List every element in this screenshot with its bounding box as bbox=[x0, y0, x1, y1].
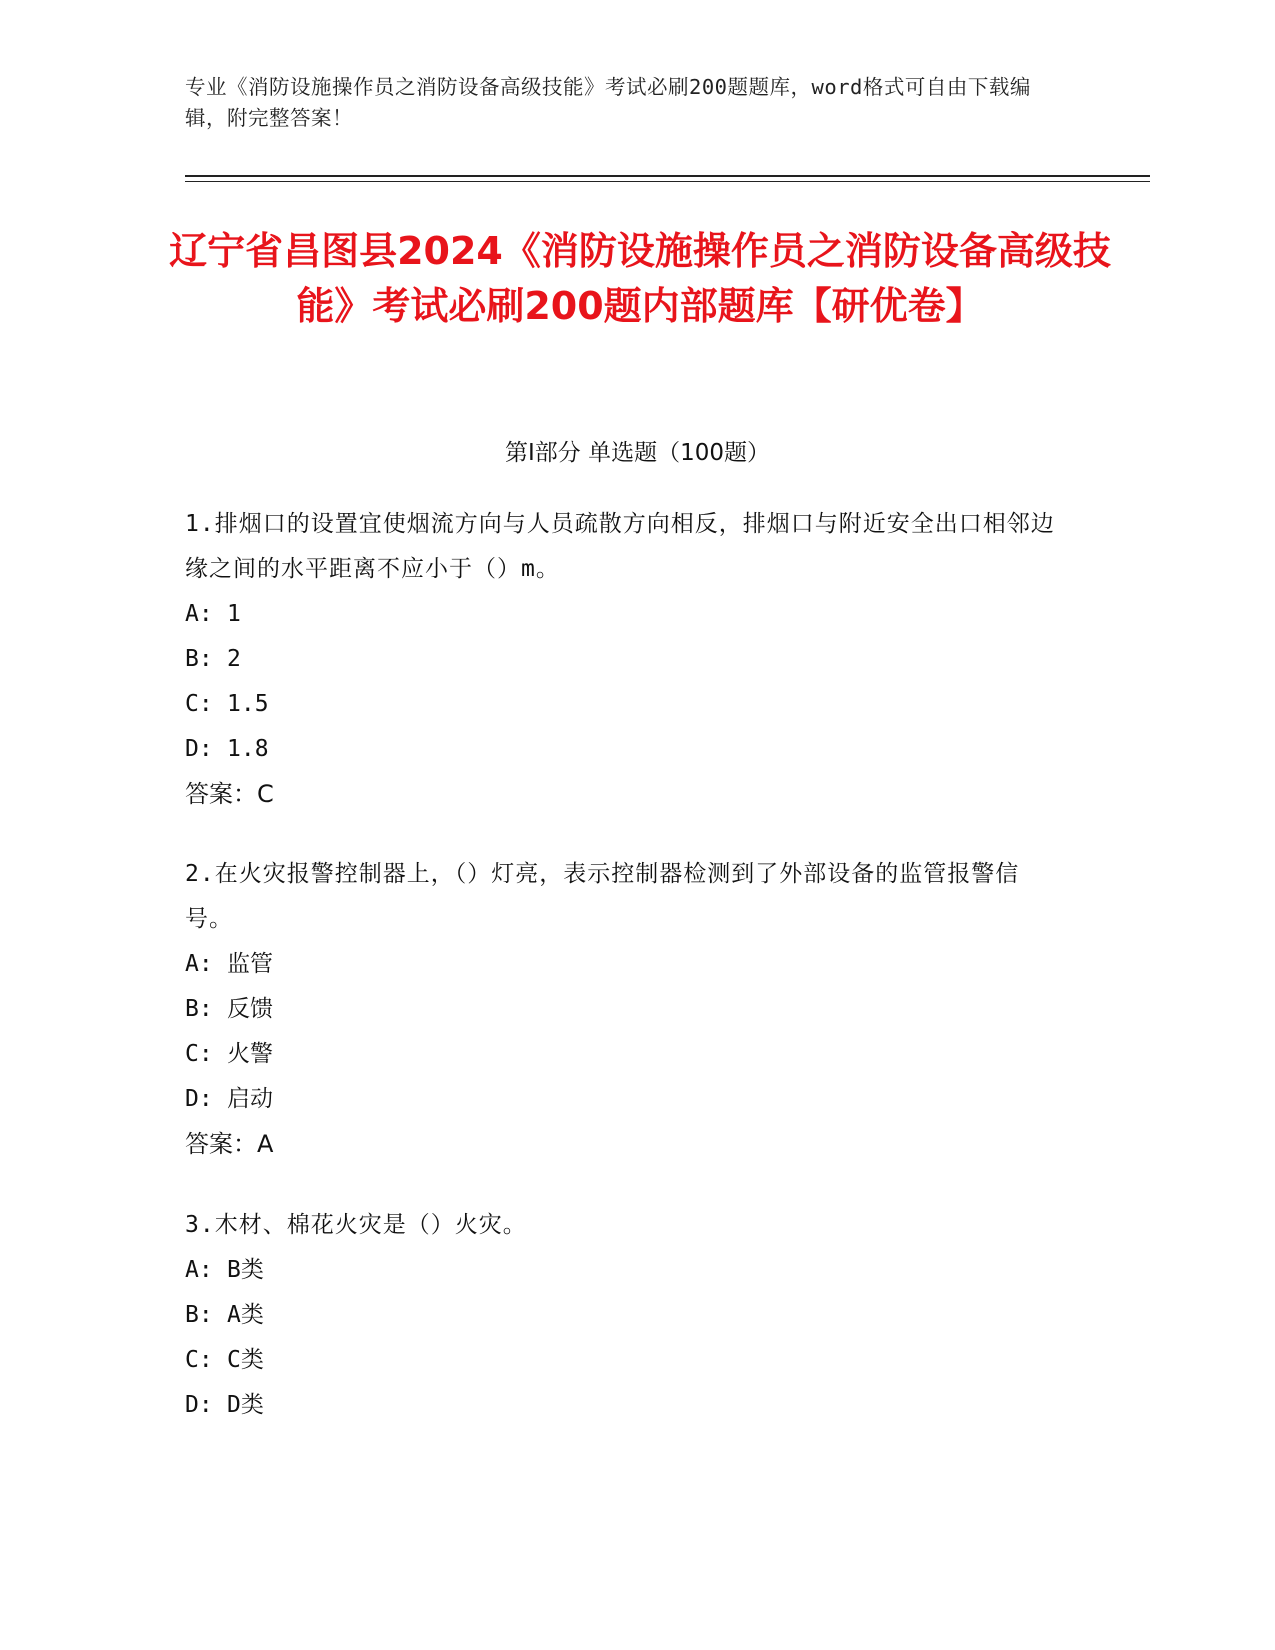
option-key: B: bbox=[185, 996, 213, 1022]
option-key: C: bbox=[185, 1041, 213, 1067]
option-a bbox=[185, 1248, 1065, 1293]
option-a bbox=[185, 942, 1065, 987]
question-3 bbox=[185, 1203, 1065, 1428]
question-stem: 3.木材、棉花火灾是（）火灾。 bbox=[185, 1212, 527, 1238]
option-key: D: bbox=[185, 736, 213, 762]
option-c bbox=[185, 682, 1065, 727]
option-c bbox=[185, 1338, 1065, 1383]
option-key: C: bbox=[185, 1347, 213, 1373]
option-text: A类 bbox=[227, 1302, 264, 1328]
question-stem: 1.排烟口的设置宜使烟流方向与人员疏散方向相反，排烟口与附近安全出口相邻边缘之间的水平距离不应小于（）m。 bbox=[185, 511, 1055, 582]
option-key: C: bbox=[185, 691, 213, 717]
question-2 bbox=[185, 852, 1065, 1167]
option-d bbox=[185, 1383, 1065, 1428]
option-d bbox=[185, 727, 1065, 772]
option-text: 1 bbox=[227, 601, 241, 627]
option-text: D类 bbox=[227, 1392, 264, 1418]
option-key: D: bbox=[185, 1086, 213, 1112]
option-text: 反馈 bbox=[227, 996, 273, 1022]
option-b bbox=[185, 1293, 1065, 1338]
option-text: B类 bbox=[227, 1257, 264, 1283]
option-key: A: bbox=[185, 951, 213, 977]
option-b bbox=[185, 637, 1065, 682]
question-stem: 2.在火灾报警控制器上，（）灯亮，表示控制器检测到了外部设备的监管报警信号。 bbox=[185, 861, 1020, 932]
header-divider-thick bbox=[185, 175, 1150, 177]
document-title: 辽宁省昌图县2024《消防设施操作员之消防设备高级技能》考试必刷200题内部题库【研优卷】 bbox=[169, 229, 1111, 328]
option-text: 2 bbox=[227, 646, 241, 672]
option-a bbox=[185, 592, 1065, 637]
header-note: 专业《消防设施操作员之消防设备高级技能》考试必刷200题题库，word格式可自由下载编辑，附完整答案！ bbox=[185, 75, 1031, 130]
option-key: D: bbox=[185, 1392, 213, 1418]
option-c bbox=[185, 1032, 1065, 1077]
option-b bbox=[185, 987, 1065, 1032]
option-key: B: bbox=[185, 646, 213, 672]
option-text: 火警 bbox=[227, 1041, 273, 1067]
option-text: 1.8 bbox=[227, 736, 269, 762]
option-d bbox=[185, 1077, 1065, 1122]
header-divider-thin bbox=[185, 181, 1150, 182]
option-key: B: bbox=[185, 1302, 213, 1328]
answer: 答案：C bbox=[185, 780, 274, 808]
option-key: A: bbox=[185, 1257, 213, 1283]
question-1 bbox=[185, 502, 1065, 817]
option-text: 启动 bbox=[227, 1086, 273, 1112]
option-text: C类 bbox=[227, 1347, 264, 1373]
answer: 答案：A bbox=[185, 1130, 274, 1158]
option-text: 1.5 bbox=[227, 691, 269, 717]
option-text: 监管 bbox=[227, 951, 273, 977]
section-title: 第I部分 单选题（100题） bbox=[505, 440, 770, 466]
option-key: A: bbox=[185, 601, 213, 627]
